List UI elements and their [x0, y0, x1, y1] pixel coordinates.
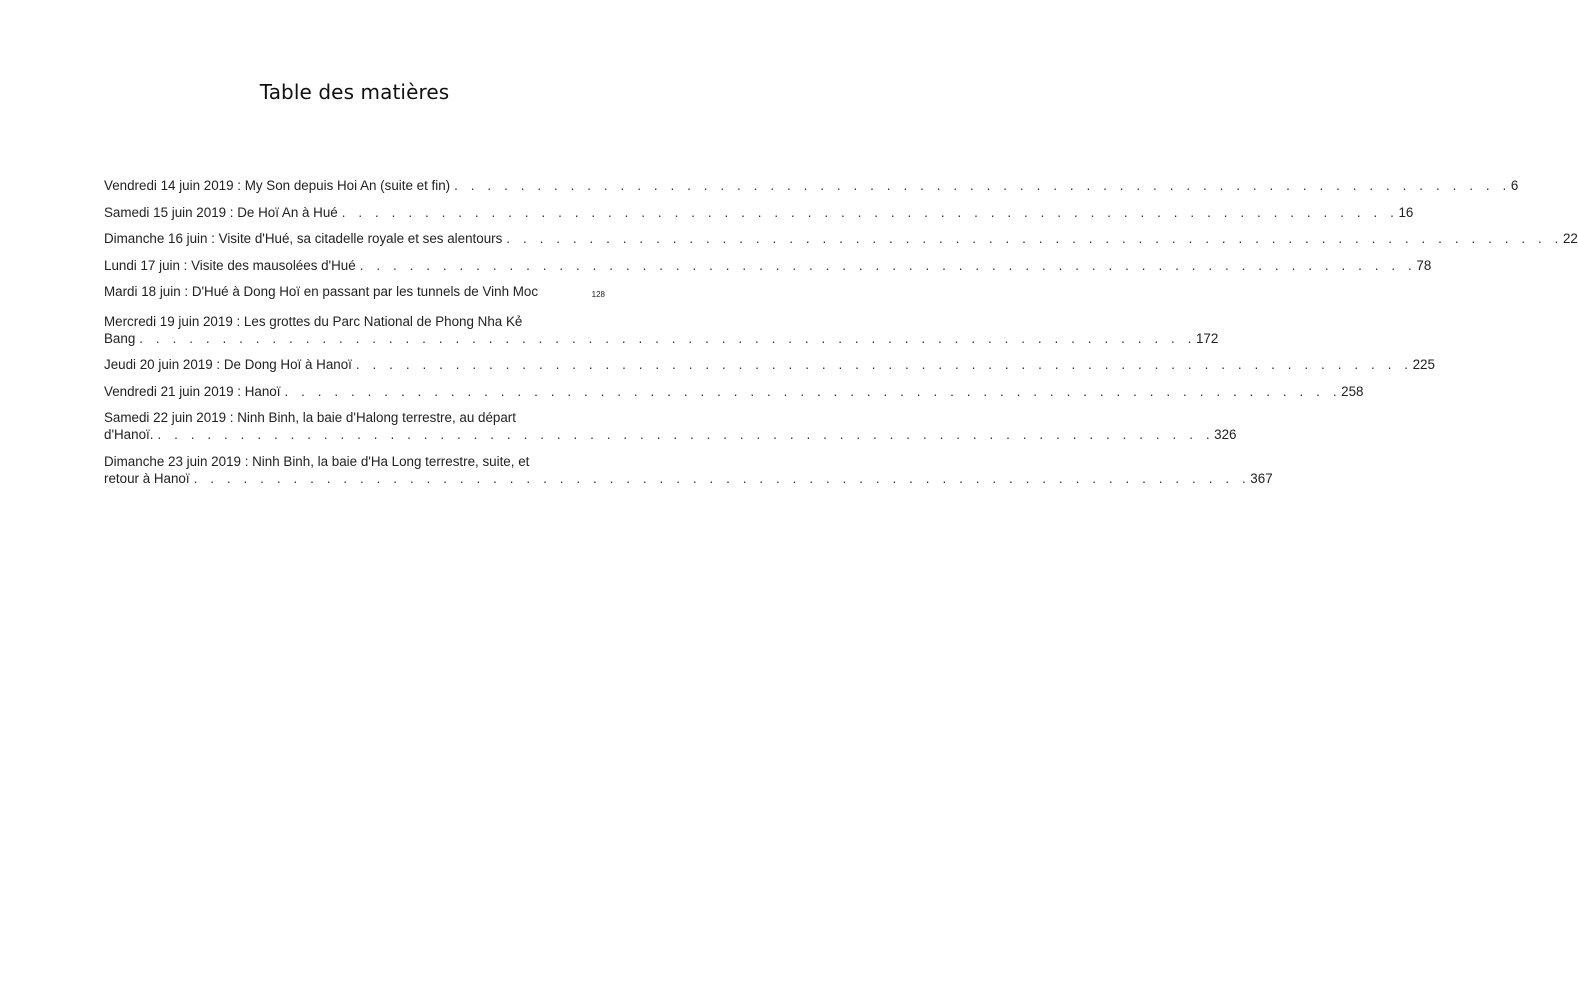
toc-entry[interactable] — [104, 177, 1519, 194]
toc-entry-title: d'Hanoï. — [104, 427, 154, 442]
toc-entry-title: Bang — [104, 330, 136, 346]
toc-entry[interactable] — [104, 356, 1435, 373]
toc-entry[interactable] — [104, 257, 1432, 274]
toc-leader-dots: . . . . . . . . . . . . . . . . . . . . . . . . . . . . . . . . . . . . . . . . . . . . . . . . . . . . . . . . . . . . . . . . — [506, 231, 1563, 246]
toc-entry-title: Vendredi 14 juin 2019 : My Son depuis Hoi An (suite et fin) — [104, 178, 451, 193]
toc-entry-title: Samedi 15 juin 2019 : De Hoï An à Hué — [104, 204, 338, 220]
toc-entry-title: Vendredi 21 juin 2019 : Hanoï — [104, 383, 281, 399]
toc-page-number: 6 — [1510, 178, 1519, 193]
toc-leader-dots: . . . . . . . . . . . . . . . . . . . . . . . . . . . . . . . . . . . . . . . . . . . . . . . . . . . . . . . . . . . . . . . . — [139, 330, 1196, 346]
toc-entry[interactable] — [104, 453, 1273, 487]
toc-page-number: 22 — [1562, 231, 1578, 246]
toc-page-number: 172 — [1195, 330, 1219, 346]
toc-entry-title: Jeudi 20 juin 2019 : De Dong Hoï à Hanoï — [104, 357, 352, 372]
toc-entry[interactable] — [104, 230, 1578, 247]
toc-leader-dots: . . . . . . . . . . . . . . . . . . . . . . . . . . . . . . . . . . . . . . . . . . . . . . . . . . . . . . . . . . . . . . . . — [193, 470, 1251, 486]
toc-page-number: 16 — [1398, 204, 1414, 220]
toc-entry[interactable] — [104, 313, 1219, 347]
toc-entry-title: Dimanche 16 juin : Visite d'Hué, sa citadelle royale et ses alentours — [104, 231, 503, 246]
toc-leader-dots: . . . . . . . . . . . . . . . . . . . . . . . . . . . . . . . . . . . . . . . . . . . . . . . . . . . . . . . . . . . . . . . . — [454, 178, 1511, 193]
toc-entry-title: Samedi 22 juin 2019 : Ninh Binh, la baie d'Halong terrestre, au départ — [104, 410, 516, 425]
toc-page-number: 326 — [1214, 427, 1237, 442]
page-title: Table des matières — [259, 80, 450, 104]
toc-leader-dots: . . . . . . . . . . . . . . . . . . . . . . . . . . . . . . . . . . . . . . . . . . . . . . . . . . . . . . . . . . . . . . . . — [341, 204, 1399, 220]
toc-leader-dots: . . . . . . . . . . . . . . . . . . . . . . . . . . . . . . . . . . . . . . . . . . . . . . . . . . . . . . . . . . . . . . . . — [355, 357, 1413, 372]
toc-leader-dots: . . . . . . . . . . . . . . . . . . . . . . . . . . . . . . . . . . . . . . . . . . . . . . . . . . . . . . . . . . . . . . . . — [157, 427, 1215, 442]
toc-entry-title: retour à Hanoï — [104, 470, 190, 486]
toc-page-number: 367 — [1250, 470, 1273, 486]
table-of-contents — [104, 177, 1578, 496]
toc-page-number: 258 — [1341, 383, 1364, 399]
toc-entry-title: Dimanche 23 juin 2019 : Ninh Binh, la baie d'Ha Long terrestre, suite, et — [104, 453, 530, 469]
toc-entry[interactable] — [104, 204, 1414, 221]
toc-entry-title: Mercredi 19 juin 2019 : Les grottes du Parc National de Phong Nha Kẻ — [104, 313, 523, 329]
toc-leader-dots: . . . . . . . . . . . . . . . . . . . . . . . . . . . . . . . . . . . . . . . . . . . . . . . . . . . . . . . . . . . . . . . . — [284, 383, 1342, 399]
toc-page-number: 128 — [591, 290, 605, 299]
toc-entry-title: Mardi 18 juin : D'Hué à Dong Hoï en passant par les tunnels de Vinh Moc — [104, 284, 539, 299]
toc-entry[interactable] — [104, 283, 605, 303]
toc-entry[interactable] — [104, 383, 1364, 400]
toc-leader-dots: . . . . . . . . . . . . . . . . . . . . . . . . . . . . . . . . . . . . . . . . . . . . . . . . . . . . . . . . . . . . . . . . — [359, 257, 1417, 273]
toc-entry[interactable] — [104, 409, 1237, 443]
toc-page-number: 225 — [1412, 357, 1435, 372]
toc-page-number: 78 — [1416, 257, 1432, 273]
toc-entry-title: Lundi 17 juin : Visite des mausolées d'Hué — [104, 257, 356, 273]
